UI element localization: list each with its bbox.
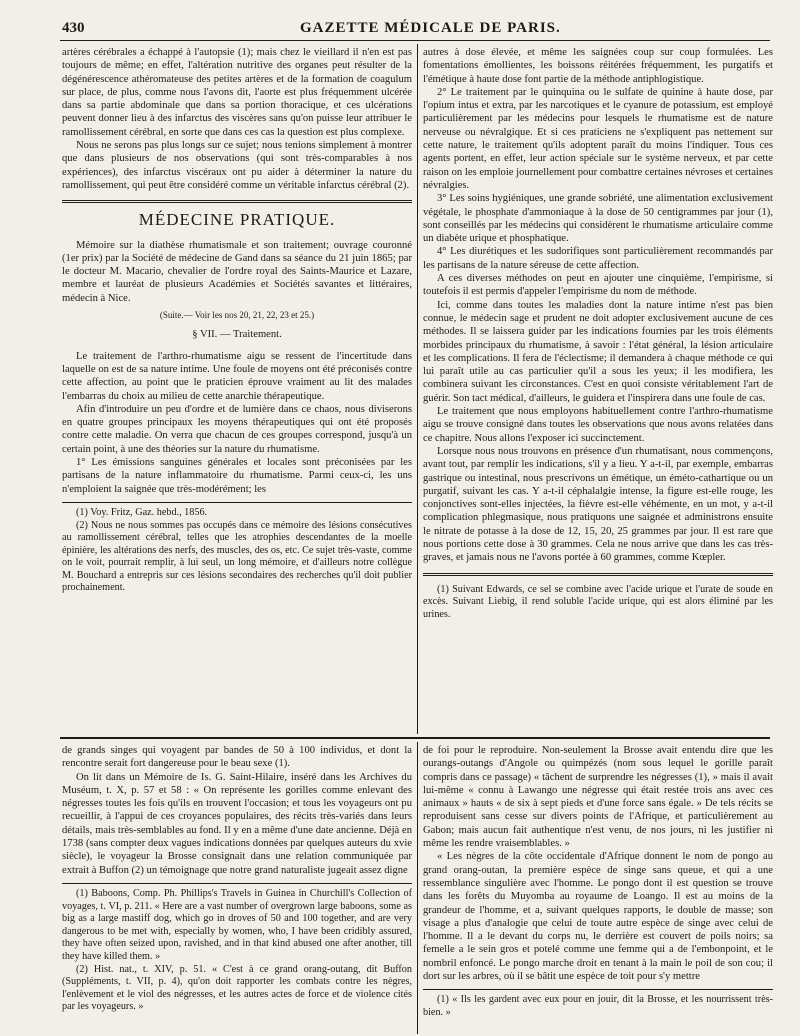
paragraph: 2° Le traitement par le quinquina ou le sulfate de quinine à haute dose, par l'opium intus et extra, par les narcotiques et le cyanure de potassium, est employé particulièrement par les médecins pour lesquels le rhumatisme est de nature nerveuse ou névralgique. Et si ces praticiens ne s'expliquent pas nettement sur cette nature, le traitement qu'ils adoptent paraît du moins l'indiquer. Tous ces agents portent, en effet, leur action spéciale sur le système nerveux, et par cette raison on les emploie journellement pour combattre certaines névroses et certaines névralgies. xyxy=(423,86,773,191)
paragraph: 3° Les soins hygiéniques, une grande sobriété, une alimentation exclusivement végétale, le phosphate d'ammoniaque à la dose de 50 centigrammes par jour (1), sont conseillés par les médecins qui considèrent le rhumatisme articulaire comme un diabète urique et phosphatique. xyxy=(423,193,773,245)
column-divider-top xyxy=(417,44,418,734)
running-title: GAZETTE MÉDICALE DE PARIS. xyxy=(300,20,561,36)
top-left-column xyxy=(62,46,412,595)
footnote: (1) Suivant Edwards, ce sel se combine avec l'acide urique et l'urate de soude en excès. Suivant Liebig, il rend soluble l'acide urique, qui est alors éliminé par les urines. xyxy=(423,583,773,620)
paragraph: « Les nègres de la côte occidentale d'Afrique donnent le nom de pongo au grand orang-outan, la première espèce de singe sans queue, et qui a une ressemblance singulière avec l'homme. Le pongo dont il est question se trouve dans les forêts du Muyomba au royaume de Loango. Il est au moins de la grandeur de l'homme, et a, suivant quelques rapports, le double de masse; son visage a plus d'analogie que celui de toute autre espèce de singe avec celui de l'homme. Il a le devant du corps nu, le derrière est couvert de poils noirs; sa femelle a le sein gros et potelé comme une femme qui a de l'embonpoint, et le nombril enfoncé. Le pongo marche droit en tenant à la main le poil de son cou; il dort sur les arbres, où il se bâtit une espèce de toit pour s'y mettre xyxy=(423,851,773,983)
paragraph: 1° Les émissions sanguines générales et locales sont préconisées par les partisans de la nature inflammatoire du rhumatisme. Parmi ceux-ci, les uns n'emploient la saignée que très-modérément; les xyxy=(62,457,412,495)
paragraph: A ces diverses méthodes on peut en ajouter une cinquième, l'empirisme, si toutefois il est permis d'appeler l'empirisme du nom de méthode. xyxy=(423,273,773,298)
footnote: (1) « Ils les gardent avec eux pour en jouir, dit la Brosse, et les nourrissent très-bien. » xyxy=(423,994,773,1018)
paragraph: Le traitement que nous employons habituellement contre l'arthro-rhumatisme aigu se trouve consigné dans toutes les observations que nous avons relatées dans ce chapitre. Nous allons l'exposer ici succinctement. xyxy=(423,406,773,444)
page-number: 430 xyxy=(62,20,85,36)
bottom-left-column xyxy=(62,744,412,1014)
paragraph: Nous ne serons pas plus longs sur ce sujet; nous tenions simplement à montrer que dans plusieurs de nos observations (qui sont très-comparables à nos expériences), des infarctus viscéraux ont pu aider à déterminer la nature du ramollissement, qui peut être considéré comme un véritable infarctus cérébral (2). xyxy=(62,140,412,191)
footnote-rule xyxy=(423,989,773,990)
footnote-rule xyxy=(62,502,412,503)
paragraph: de foi pour le reproduire. Non-seulement la Brosse avait entendu dire que les ourangs-outangs d'Angole ou quimpézés (nom sous lequel le gorille paraît compris dans ce passage) « tâchent de surprendre les négresses (1), » mais il avait lui-même « connu à Lawango une négresse qui était restée trois ans avec ces animaux » hauts « de six à sept pieds et d'une force sans égale. » De tels récits se reproduisent sans cesse sur divers points de l'Afrique, et particulièrement au Gabon; mais aucun fait authentique n'est venu, de nos jours, ni les justifier ni même les rendre vraisemblables. » xyxy=(423,745,773,850)
paragraph: autres à dose élevée, et même les saignées coup sur coup formulées. Les fomentations émollientes, les boissons réitérées fréquemment, les purgatifs et l'émétique à haute dose font partie de la méthode antiphlogistique. xyxy=(423,47,773,85)
paragraph: Afin d'introduire un peu d'ordre et de lumière dans ce chaos, nous diviserons en quatre groupes principaux les moyens thérapeutiques qui ont été proposés contre cette maladie. On verra que chacun de ces groupes correspond, jusqu'à un certain point, à une des théories sur la nature du rhumatisme. xyxy=(62,403,412,455)
section-title: MÉDECINE PRATIQUE. xyxy=(138,210,336,230)
horizontal-divider xyxy=(60,737,770,739)
paragraph: Le traitement de l'arthro-rhumatisme aigu se ressent de l'incertitude dans laquelle on est de sa nature intime. Une foule de moyens ont été préconisés contre cette affection, au point que le praticien éprouve vraiment au lit des malades l'embarras du choix au milieu de cette anarchie thérapeutique. xyxy=(62,350,412,402)
section-rule xyxy=(62,200,412,203)
top-right-column xyxy=(423,46,773,621)
header-rule xyxy=(60,40,770,41)
paragraph: Ici, comme dans toutes les maladies dont la nature intime n'est pas bien connue, le médecin sage et prudent ne doit adopter exclusivement aucune de ces méthodes. Il se laissera guider par les indications fournies par les trois éléments morbides principaux du rhumatisme, à savoir : l'état général, la lésion articulaire et les complications. Il fera de l'éclectisme; il demandera à chaque méthode ce qui lui paraît utile au cas particulier qu'il a sous les yeux; il les modifiera, les combinera suivant les circonstances. C'est en quoi consiste véritablement l'art de guérir. Son tact médical, d'ailleurs, le guidera et l'inspirera dans une foule de cas. xyxy=(423,299,773,404)
paragraph: artères cérébrales a échappé à l'autopsie (1); mais chez le vieillard il n'en est pas toujours de même; en effet, l'altération nutritive des organes peut résulter de la dégénérescence athéromateuse des petites artères et de la formation de coagulum sur place, de plus, comme nous l'avons dit, l'aorte est plus fréquemment ulcérée dans sa partie abdominale que dans sa portion thoracique, et ces ulcérations peuvent donner lieu à des infarctus des viscères sans qu'on puisse leur attribuer le ramollissement cérébral, en sorte que dans ces cas la question est plus complexe. xyxy=(62,47,412,138)
paragraph: 4° Les diurétiques et les sudorifiques sont particulièrement recommandés par les partisans de la nature séreuse de cette affection. xyxy=(423,246,773,271)
suite-note: (Suite.— Voir les nos 20, 21, 22, 23 et 25.) xyxy=(159,310,315,321)
bottom-right-column xyxy=(423,744,773,1020)
footnote-rule xyxy=(62,883,412,884)
column-divider-bottom xyxy=(417,742,418,1034)
paragraph: Lorsque nous nous trouvons en présence d'un rhumatisant, nous commençons, avant tout, par remplir les indications, s'il y a lieu. Y a-t-il, par exemple, embarras gastrique ou intestinal, nous prescrivons un émétique, un éméto-cathartique ou un purgatif, suivant les cas. Y a-t-il céphalalgie intense, la figure est-elle rouge, les conjonctives sont-elles injectées, la fièvre est-elle véhémente, en un mot, y a-t-il complication phlegmasique, nous pratiquons une saignée et administrons ensuite le nitrate de potasse à la dose de 12, 15, 20, 25 grammes par jour. Il est rare que nous portions cette dose à 30 grammes. Cela ne nous arrive que dans les cas très-graves, et jamais nous ne l'avons portée à 60 grammes, comme Kœpler. xyxy=(423,445,773,564)
footnote: (2) Nous ne nous sommes pas occupés dans ce mémoire des lésions consécutives au ramollissement cérébral, telles que les atrophies descendantes de la moelle épinière, les altérations des nerfs, des muscles, des os, etc. Ce sujet très-vaste, comme on le voit, pourrait remplir, à lui seul, un long mémoire, et d'ailleurs notre collègue M. Bouchard a entrepris sur ces lésions secondaires des recherches qu'il doit publier prochainement. xyxy=(62,519,412,594)
footnote-rule xyxy=(423,573,773,576)
subsection-title: § VII. — Traitement. xyxy=(192,329,282,341)
footnote: (1) Baboons, Comp. Ph. Phillips's Travels in Guinea in Churchill's Collection of voyages, t. VI, p. 211. « Here are a vast number of overgrown large baboons, some as big as a large mastiff dog, which go in droves of 50 and 100 together, and are very dangerous to be met with, especially by women, who, I have been cridibly assured, they have often seized upon, ravished, and in that kind abused one after another, till they have killed them. » xyxy=(62,887,412,962)
memoir-heading: Mémoire sur la diathèse rhumatismale et son traitement; ouvrage couronné (1er prix) par la Société de médecine de Gand dans sa séance du 21 juin 1865; par le docteur M. Macario, chevalier de l'ordre royal des Saints-Maurice et Lazare, membre et lauréat de plusieurs Académies et Sociétés savantes et littéraires, médecin à Nice. xyxy=(62,239,412,304)
footnote: (1) Voy. Fritz, Gaz. hebd., 1856. xyxy=(76,506,208,518)
paragraph: de grands singes qui voyagent par bandes de 50 à 100 individus, et dont la rencontre serait fort dangereuse pour le beau sexe (1). xyxy=(62,745,412,770)
paragraph: On lit dans un Mémoire de Is. G. Saint-Hilaire, inséré dans les Archives du Muséum, t. X, p. 57 et 58 : « On représente les gorilles comme enlevant des négresses toutes les fois qu'ils en trouvent l'occasion; et tous les voyageurs ont pu recueillir, à l'appui de ces croyances populaires, des récits très-variés dans leurs détails, mais très-semblables au fond. Il y en a même d'une date ancienne. Déjà en 1738 (sans compter deux vagues indications données par quelques auteurs du xvie siècle), le voyageur la Brosse consignait dans une relation communiquée par extrait à Buffon (2) un témoignage que notre grand naturaliste jugeait assez digne xyxy=(62,771,412,876)
footnote: (2) Hist. nat., t. XIV, p. 51. « C'est à ce grand orang-outang, dit Buffon (Suppléments, t. VII, p. 4), qu'on doit rapporter les combats contre les nègres, l'enlèvement et le viol des négresses, et les autres actes de force et de violence cités par les voyageurs. » xyxy=(62,963,412,1013)
